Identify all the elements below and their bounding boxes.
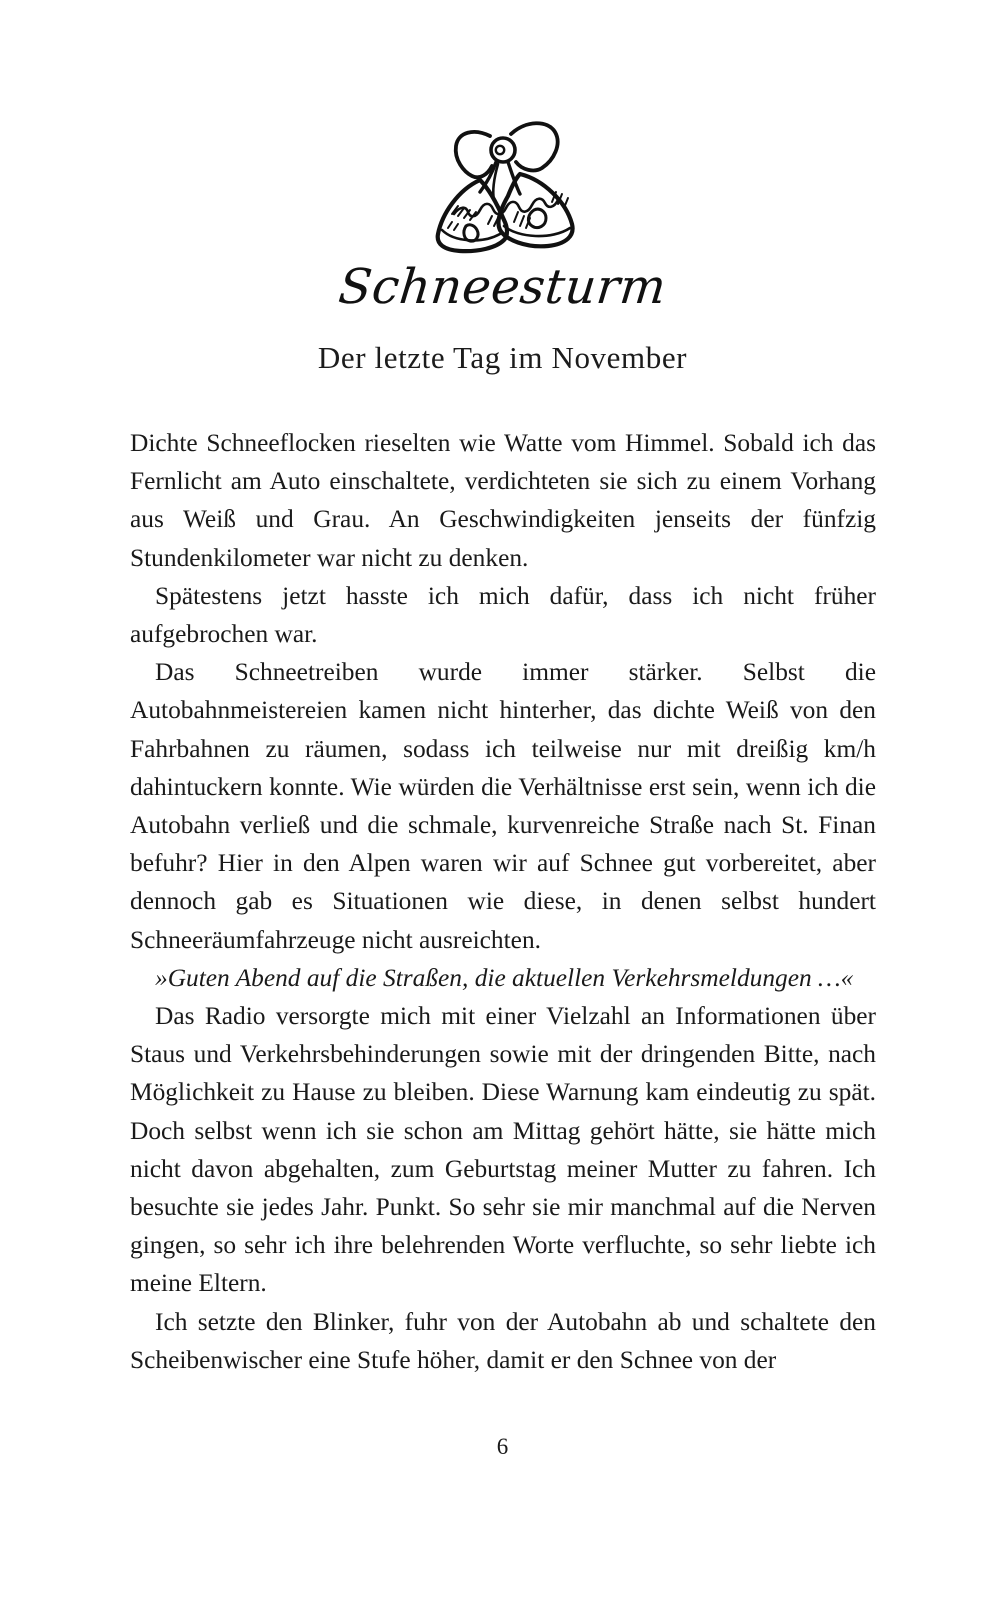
- page-number: 6: [496, 1434, 509, 1459]
- paragraph: Dichte Schneeflocken rieselten wie Watte vom Himmel. Sobald ich das Fernlicht am Auto einschaltete, verdichteten sie sich zu einem Vorhang aus Weiß und Grau. An Geschwindigkeiten jenseits der fünfzig Stundenkilometer war nicht zu denken.: [130, 429, 876, 572]
- christmas-bells-icon: [408, 110, 598, 255]
- paragraph: Ich setzte den Blinker, fuhr von der Autobahn ab und schaltete den Scheibenwischer eine Stufe höher, damit er den Schnee von der: [130, 1307, 876, 1374]
- paragraph: Das Schneetreiben wurde immer stärker. Selbst die Autobahnmeistereien kamen nicht hinterher, das dichte Weiß von den Fahrbahnen zu räumen, sodass ich teilweise nur mit dreißig km/h dahintuckern konnte. Wie würden die Verhältnisse erst sein, wenn ich die Autobahn verließ und die schmale, kurvenreiche Straße nach St. Finan befuhr? Hier in den Alpen waren wir auf Schnee gut vorbereitet, aber dennoch gab es Situationen wie diese, in denen selbst hundert Schneeräumfahrzeuge nicht ausreichten.: [130, 658, 876, 954]
- chapter-ornament: [0, 110, 1005, 255]
- radio-quote-paragraph: »Guten Abend auf die Straßen, die aktuellen Verkehrsmeldungen …«: [155, 963, 854, 992]
- body-text: [130, 424, 876, 1379]
- chapter-subtitle: Der letzte Tag im November: [317, 340, 688, 375]
- paragraph: Spätestens jetzt hasste ich mich dafür, dass ich nicht früher aufgebrochen war.: [130, 581, 876, 649]
- chapter-title: Schneesturm: [335, 259, 670, 315]
- paragraph: Das Radio versorgte mich mit einer Vielzahl an Informationen über Staus und Verkehrsbehinderungen sowie mit der dringenden Bitte, nach Möglichkeit zu Hause zu bleiben. Diese Warnung kam eindeutig zu spät. Doch selbst wenn ich sie schon am Mittag gehört hätte, sie hätte mich nicht davon abgehalten, zum Geburtstag meiner Mutter zu fahren. Ich besuchte sie jedes Jahr. Punkt. So sehr sie mir manchmal auf die Nerven gingen, so sehr ich ihre belehrenden Worte verfluchte, so sehr liebte ich meine Eltern.: [130, 1002, 876, 1298]
